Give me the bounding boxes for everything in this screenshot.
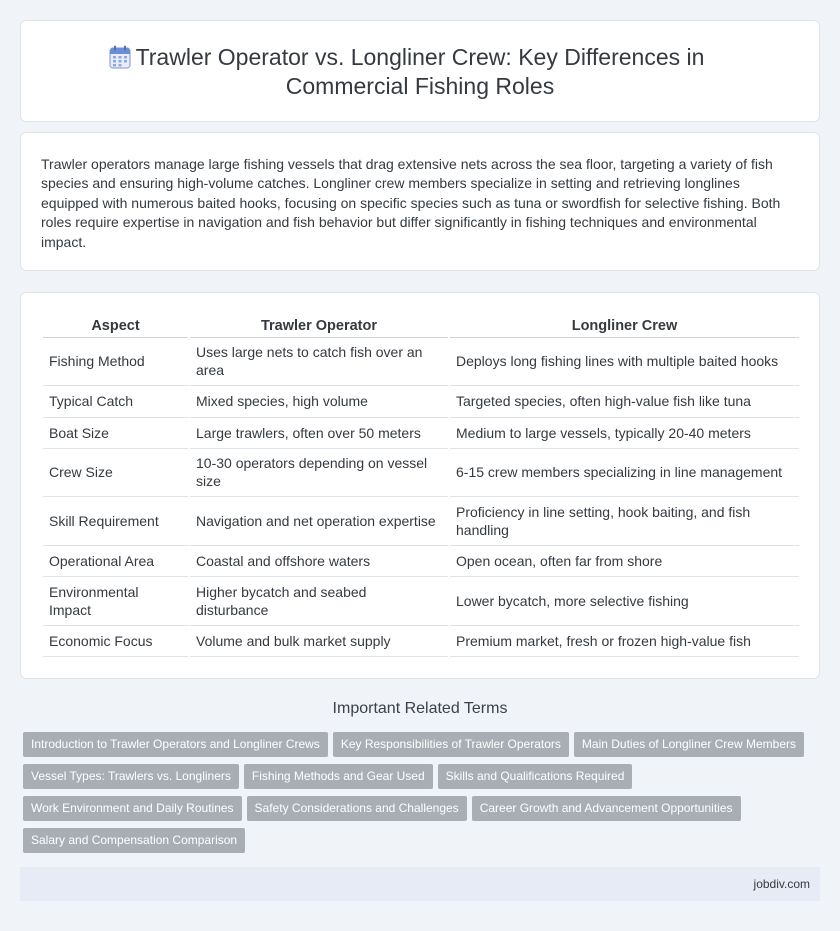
cell-trawler: Large trawlers, often over 50 meters (189, 417, 449, 448)
related-term-tag[interactable]: Fishing Methods and Gear Used (244, 764, 433, 789)
cell-trawler: Higher bycatch and seabed disturbance (189, 576, 449, 625)
cell-trawler: Mixed species, high volume (189, 385, 449, 417)
cell-trawler: 10-30 operators depending on vessel size (189, 448, 449, 496)
cell-aspect: Fishing Method (43, 337, 189, 385)
cell-aspect: Operational Area (43, 545, 189, 576)
cell-longliner: Targeted species, often high-value fish like tuna (449, 385, 799, 417)
cell-longliner: Proficiency in line setting, hook baiting, and fish handling (449, 496, 799, 545)
tag-row (23, 764, 823, 796)
related-term-tag[interactable]: Main Duties of Longliner Crew Members (574, 732, 804, 757)
tag-row (23, 796, 823, 828)
cell-longliner: Deploys long fishing lines with multiple baited hooks (449, 337, 799, 385)
related-term-tag[interactable]: Introduction to Trawler Operators and Longliner Crews (23, 732, 328, 757)
tag-row (23, 828, 823, 860)
header-longliner-crew: Longliner Crew (449, 315, 799, 337)
table-row (43, 545, 799, 576)
table-header-row (43, 315, 799, 337)
cell-longliner: 6-15 crew members specializing in line management (449, 448, 799, 496)
related-term-tag[interactable]: Skills and Qualifications Required (438, 764, 633, 789)
table-row (43, 385, 799, 417)
cell-aspect: Skill Requirement (43, 496, 189, 545)
cell-longliner: Open ocean, often far from shore (449, 545, 799, 576)
header-trawler-operator: Trawler Operator (189, 315, 449, 337)
related-terms-heading: Important Related Terms (332, 700, 508, 717)
related-term-tag[interactable]: Salary and Compensation Comparison (23, 828, 245, 853)
cell-aspect: Typical Catch (43, 385, 189, 417)
related-term-tag[interactable]: Work Environment and Daily Routines (23, 796, 242, 821)
intro-paragraph: Trawler operators manage large fishing vessels that drag extensive nets across the sea floor, targeting a variety of fish species and ensuring high-volume catches. Longliner crew members specialize in setting and retrieving longlines equipped with numerous baited hooks, focusing on specific species such as tuna or swordfish for selective fishing. Both roles require expertise in navigation and fish behavior but differ significantly in fishing techniques and environmental impact. (41, 156, 781, 250)
comparison-card (20, 292, 820, 679)
cell-aspect: Boat Size (43, 417, 189, 448)
table-row (43, 625, 799, 656)
page-title: Trawler Operator vs. Longliner Crew: Key Differences in Commercial Fishing Roles (135, 44, 705, 99)
cell-aspect: Crew Size (43, 448, 189, 496)
table-row (43, 337, 799, 385)
related-term-tag[interactable]: Key Responsibilities of Trawler Operators (333, 732, 569, 757)
table-row (43, 496, 799, 545)
comparison-table (43, 315, 799, 657)
table-row (43, 576, 799, 625)
footer-site-link[interactable]: jobdiv.com (753, 877, 810, 891)
cell-trawler: Uses large nets to catch fish over an area (189, 337, 449, 385)
related-term-tag[interactable]: Career Growth and Advancement Opportunities (472, 796, 741, 821)
tag-row (23, 732, 823, 764)
cell-longliner: Lower bycatch, more selective fishing (449, 576, 799, 625)
footer (20, 867, 820, 901)
cell-longliner: Premium market, fresh or frozen high-value fish (449, 625, 799, 656)
table-row (43, 417, 799, 448)
related-term-tag[interactable]: Vessel Types: Trawlers vs. Longliners (23, 764, 239, 789)
cell-aspect: Environmental Impact (43, 576, 189, 625)
cell-trawler: Navigation and net operation expertise (189, 496, 449, 545)
cell-trawler: Volume and bulk market supply (189, 625, 449, 656)
table-row (43, 448, 799, 496)
cell-aspect: Economic Focus (43, 625, 189, 656)
cell-longliner: Medium to large vessels, typically 20-40 meters (449, 417, 799, 448)
related-terms-list (23, 732, 823, 860)
related-term-tag[interactable]: Safety Considerations and Challenges (247, 796, 467, 821)
header-aspect: Aspect (43, 315, 189, 337)
intro-card (20, 132, 820, 271)
title-card (20, 20, 820, 122)
cell-trawler: Coastal and offshore waters (189, 545, 449, 576)
